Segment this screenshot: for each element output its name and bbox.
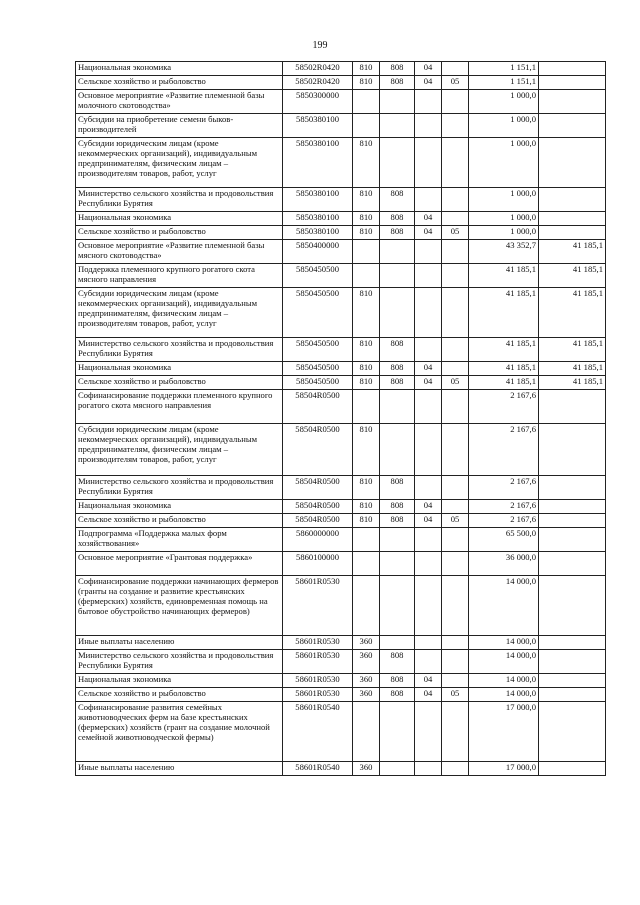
row-amount-cell: 14 000,0 — [469, 688, 539, 702]
row-amount-cell: 14 000,0 — [469, 576, 539, 636]
row-subsection-cell — [442, 362, 469, 376]
row-expense-type-cell — [353, 240, 380, 264]
table-row — [76, 636, 606, 650]
row-subsection-cell — [442, 650, 469, 674]
row-name-cell: Софинансирование поддержки начинающих фермеров (гранты на создание и развитие крестьянских (фермерских) хозяйств, единовременная помощь на бытовое обустройство начинающих фермеров) — [76, 576, 283, 636]
row-name-cell: Субсидии на приобретение семени быков-производителей — [76, 114, 283, 138]
row-code-cell: 58601R0530 — [283, 688, 353, 702]
row-expense-type-cell: 360 — [353, 636, 380, 650]
row-code-cell: 5850450500 — [283, 288, 353, 338]
row-expense-type-cell — [353, 702, 380, 762]
row-ministry-cell — [380, 702, 415, 762]
row-section-cell — [415, 390, 442, 424]
row-ministry-cell: 808 — [380, 226, 415, 240]
row-expense-type-cell — [353, 528, 380, 552]
row-ministry-cell: 808 — [380, 500, 415, 514]
row-expense-type-cell: 360 — [353, 762, 380, 776]
table-row — [76, 288, 606, 338]
row-amount-cell: 36 000,0 — [469, 552, 539, 576]
row-subsection-cell — [442, 390, 469, 424]
table-row — [76, 476, 606, 500]
table-row — [76, 138, 606, 188]
row-name-cell: Министерство сельского хозяйства и продовольствия Республики Бурятия — [76, 650, 283, 674]
row-subsection-cell — [442, 674, 469, 688]
table-row — [76, 76, 606, 90]
row-ministry-cell — [380, 264, 415, 288]
row-amount-cell: 41 185,1 — [469, 338, 539, 362]
row-code-cell: 5850380100 — [283, 188, 353, 212]
page-number: 199 — [312, 40, 328, 51]
row-ministry-cell: 808 — [380, 362, 415, 376]
row-name-cell: Сельское хозяйство и рыболовство — [76, 514, 283, 528]
row-amount-cell: 2 167,6 — [469, 500, 539, 514]
table-row — [76, 424, 606, 476]
table-row — [76, 552, 606, 576]
row-subsection-cell — [442, 576, 469, 636]
row-amount-cell: 14 000,0 — [469, 674, 539, 688]
row-name-cell: Национальная экономика — [76, 62, 283, 76]
row-subsection-cell — [442, 762, 469, 776]
row-section-cell — [415, 528, 442, 552]
row-amount-federal-cell: 41 185,1 — [539, 376, 606, 390]
row-expense-type-cell: 810 — [353, 376, 380, 390]
row-name-cell: Сельское хозяйство и рыболовство — [76, 376, 283, 390]
row-code-cell: 5850380100 — [283, 212, 353, 226]
row-subsection-cell: 05 — [442, 688, 469, 702]
row-section-cell: 04 — [415, 674, 442, 688]
row-code-cell: 58502R0420 — [283, 62, 353, 76]
row-section-cell — [415, 264, 442, 288]
row-expense-type-cell: 810 — [353, 476, 380, 500]
row-expense-type-cell: 810 — [353, 212, 380, 226]
row-section-cell — [415, 138, 442, 188]
row-amount-cell: 2 167,6 — [469, 424, 539, 476]
row-subsection-cell — [442, 702, 469, 762]
row-code-cell: 58601R0530 — [283, 576, 353, 636]
row-amount-federal-cell — [539, 62, 606, 76]
row-code-cell: 5850380100 — [283, 226, 353, 240]
table-row — [76, 674, 606, 688]
row-subsection-cell — [442, 90, 469, 114]
budget-table — [75, 61, 606, 776]
row-code-cell: 5850380100 — [283, 114, 353, 138]
table-row — [76, 240, 606, 264]
row-amount-federal-cell — [539, 762, 606, 776]
row-amount-federal-cell: 41 185,1 — [539, 288, 606, 338]
row-amount-federal-cell — [539, 138, 606, 188]
row-section-cell — [415, 114, 442, 138]
row-ministry-cell: 808 — [380, 674, 415, 688]
row-amount-cell: 1 000,0 — [469, 90, 539, 114]
row-ministry-cell: 808 — [380, 76, 415, 90]
row-code-cell: 58504R0500 — [283, 500, 353, 514]
row-ministry-cell: 808 — [380, 338, 415, 362]
row-amount-cell: 1 000,0 — [469, 226, 539, 240]
row-amount-cell: 41 185,1 — [469, 288, 539, 338]
row-subsection-cell — [442, 212, 469, 226]
row-expense-type-cell: 810 — [353, 288, 380, 338]
table-row — [76, 376, 606, 390]
row-subsection-cell — [442, 424, 469, 476]
table-row — [76, 212, 606, 226]
row-ministry-cell: 808 — [380, 514, 415, 528]
row-section-cell: 04 — [415, 514, 442, 528]
row-expense-type-cell: 810 — [353, 500, 380, 514]
row-section-cell — [415, 338, 442, 362]
row-section-cell — [415, 288, 442, 338]
row-section-cell: 04 — [415, 226, 442, 240]
row-subsection-cell — [442, 528, 469, 552]
row-ministry-cell — [380, 114, 415, 138]
row-amount-federal-cell — [539, 226, 606, 240]
row-amount-cell: 1 151,1 — [469, 76, 539, 90]
row-subsection-cell — [442, 338, 469, 362]
row-code-cell: 58601R0540 — [283, 762, 353, 776]
row-amount-federal-cell — [539, 674, 606, 688]
row-amount-cell: 41 185,1 — [469, 264, 539, 288]
table-row — [76, 390, 606, 424]
row-code-cell: 58601R0530 — [283, 636, 353, 650]
row-name-cell: Иные выплаты населению — [76, 762, 283, 776]
row-name-cell: Национальная экономика — [76, 500, 283, 514]
table-row — [76, 264, 606, 288]
row-section-cell — [415, 240, 442, 264]
row-amount-cell: 1 000,0 — [469, 114, 539, 138]
row-name-cell: Субсидии юридическим лицам (кроме некоммерческих организаций), индивидуальным предпринимателям, физическим лицам – производителям товаров, работ, услуг — [76, 138, 283, 188]
row-ministry-cell: 808 — [380, 476, 415, 500]
row-amount-cell: 14 000,0 — [469, 650, 539, 674]
row-code-cell: 58504R0500 — [283, 514, 353, 528]
row-name-cell: Софинансирование развития семейных животноводческих ферм на базе крестьянских (фермерских) хозяйств (грант на создание молочной семейной животноводческой фермы) — [76, 702, 283, 762]
row-subsection-cell — [442, 264, 469, 288]
row-expense-type-cell — [353, 552, 380, 576]
row-subsection-cell — [442, 188, 469, 212]
row-expense-type-cell — [353, 576, 380, 636]
table-row — [76, 762, 606, 776]
row-name-cell: Сельское хозяйство и рыболовство — [76, 226, 283, 240]
row-ministry-cell: 808 — [380, 688, 415, 702]
row-amount-cell: 1 000,0 — [469, 138, 539, 188]
row-amount-federal-cell — [539, 702, 606, 762]
row-amount-cell: 2 167,6 — [469, 390, 539, 424]
table-row — [76, 338, 606, 362]
row-amount-cell: 41 185,1 — [469, 376, 539, 390]
row-amount-cell: 2 167,6 — [469, 514, 539, 528]
row-code-cell: 5860100000 — [283, 552, 353, 576]
row-subsection-cell — [442, 552, 469, 576]
row-name-cell: Поддержка племенного крупного рогатого скота мясного направления — [76, 264, 283, 288]
row-amount-federal-cell — [539, 688, 606, 702]
row-amount-federal-cell — [539, 188, 606, 212]
row-section-cell: 04 — [415, 212, 442, 226]
table-row — [76, 576, 606, 636]
row-subsection-cell — [442, 476, 469, 500]
row-section-cell — [415, 476, 442, 500]
row-expense-type-cell: 810 — [353, 514, 380, 528]
row-amount-federal-cell — [539, 514, 606, 528]
table-row — [76, 702, 606, 762]
table-row — [76, 362, 606, 376]
row-name-cell: Национальная экономика — [76, 212, 283, 226]
row-amount-federal-cell: 41 185,1 — [539, 240, 606, 264]
row-ministry-cell — [380, 240, 415, 264]
row-ministry-cell: 808 — [380, 188, 415, 212]
row-amount-cell: 1 000,0 — [469, 188, 539, 212]
row-code-cell: 58601R0530 — [283, 674, 353, 688]
row-expense-type-cell — [353, 114, 380, 138]
table-row — [76, 188, 606, 212]
row-amount-federal-cell — [539, 76, 606, 90]
row-expense-type-cell: 810 — [353, 62, 380, 76]
row-section-cell — [415, 576, 442, 636]
row-amount-federal-cell — [539, 552, 606, 576]
row-name-cell: Основное мероприятие «Развитие племенной базы мясного скотоводства» — [76, 240, 283, 264]
row-ministry-cell — [380, 90, 415, 114]
row-code-cell: 58502R0420 — [283, 76, 353, 90]
row-ministry-cell — [380, 552, 415, 576]
row-amount-cell: 41 185,1 — [469, 362, 539, 376]
row-subsection-cell — [442, 138, 469, 188]
row-expense-type-cell: 810 — [353, 362, 380, 376]
row-name-cell: Иные выплаты населению — [76, 636, 283, 650]
row-amount-federal-cell — [539, 212, 606, 226]
row-amount-federal-cell — [539, 500, 606, 514]
row-ministry-cell — [380, 576, 415, 636]
row-code-cell: 58504R0500 — [283, 390, 353, 424]
row-section-cell: 04 — [415, 62, 442, 76]
row-amount-cell: 17 000,0 — [469, 702, 539, 762]
row-name-cell: Субсидии юридическим лицам (кроме некоммерческих организаций), индивидуальным предпринимателям, физическим лицам – производителям товаров, работ, услуг — [76, 424, 283, 476]
row-code-cell: 58504R0500 — [283, 476, 353, 500]
row-amount-cell: 1 151,1 — [469, 62, 539, 76]
row-ministry-cell: 808 — [380, 650, 415, 674]
row-section-cell — [415, 188, 442, 212]
row-name-cell: Подпрограмма «Поддержка малых форм хозяйствования» — [76, 528, 283, 552]
row-name-cell: Министерство сельского хозяйства и продовольствия Республики Бурятия — [76, 338, 283, 362]
row-subsection-cell: 05 — [442, 226, 469, 240]
row-expense-type-cell: 810 — [353, 338, 380, 362]
row-ministry-cell — [380, 636, 415, 650]
row-code-cell: 5850450500 — [283, 362, 353, 376]
row-ministry-cell — [380, 288, 415, 338]
table-row — [76, 514, 606, 528]
row-expense-type-cell: 810 — [353, 138, 380, 188]
row-amount-cell: 43 352,7 — [469, 240, 539, 264]
row-amount-federal-cell — [539, 636, 606, 650]
row-amount-federal-cell — [539, 90, 606, 114]
row-code-cell: 5850400000 — [283, 240, 353, 264]
row-name-cell: Министерство сельского хозяйства и продовольствия Республики Бурятия — [76, 476, 283, 500]
row-code-cell: 58601R0540 — [283, 702, 353, 762]
row-subsection-cell: 05 — [442, 376, 469, 390]
row-code-cell: 5850450500 — [283, 376, 353, 390]
row-ministry-cell: 808 — [380, 212, 415, 226]
row-amount-federal-cell: 41 185,1 — [539, 264, 606, 288]
row-name-cell: Основное мероприятие «Грантовая поддержка» — [76, 552, 283, 576]
row-section-cell: 04 — [415, 688, 442, 702]
row-name-cell: Министерство сельского хозяйства и продовольствия Республики Бурятия — [76, 188, 283, 212]
row-section-cell — [415, 762, 442, 776]
row-amount-cell: 14 000,0 — [469, 636, 539, 650]
table-row — [76, 500, 606, 514]
row-amount-federal-cell: 41 185,1 — [539, 362, 606, 376]
row-expense-type-cell: 810 — [353, 188, 380, 212]
row-expense-type-cell — [353, 390, 380, 424]
row-expense-type-cell — [353, 264, 380, 288]
row-amount-cell: 2 167,6 — [469, 476, 539, 500]
row-section-cell: 04 — [415, 362, 442, 376]
row-amount-cell: 17 000,0 — [469, 762, 539, 776]
row-name-cell: Сельское хозяйство и рыболовство — [76, 76, 283, 90]
row-subsection-cell: 05 — [442, 76, 469, 90]
row-section-cell — [415, 424, 442, 476]
row-code-cell: 5860000000 — [283, 528, 353, 552]
row-subsection-cell — [442, 636, 469, 650]
row-expense-type-cell: 360 — [353, 650, 380, 674]
row-code-cell: 5850450500 — [283, 338, 353, 362]
row-name-cell: Софинансирование поддержки племенного крупного рогатого скота мясного направления — [76, 390, 283, 424]
row-amount-federal-cell — [539, 650, 606, 674]
row-section-cell: 04 — [415, 376, 442, 390]
row-amount-federal-cell — [539, 114, 606, 138]
row-section-cell: 04 — [415, 500, 442, 514]
row-ministry-cell: 808 — [380, 62, 415, 76]
row-ministry-cell: 808 — [380, 376, 415, 390]
row-subsection-cell — [442, 500, 469, 514]
row-expense-type-cell: 810 — [353, 76, 380, 90]
row-section-cell — [415, 90, 442, 114]
row-amount-federal-cell — [539, 576, 606, 636]
table-row — [76, 90, 606, 114]
row-name-cell: Национальная экономика — [76, 674, 283, 688]
row-expense-type-cell: 360 — [353, 674, 380, 688]
table-row — [76, 226, 606, 240]
row-subsection-cell — [442, 288, 469, 338]
row-section-cell — [415, 552, 442, 576]
table-row — [76, 650, 606, 674]
row-ministry-cell — [380, 528, 415, 552]
row-subsection-cell — [442, 240, 469, 264]
row-name-cell: Основное мероприятие «Развитие племенной базы молочного скотоводства» — [76, 90, 283, 114]
table-row — [76, 114, 606, 138]
row-subsection-cell — [442, 114, 469, 138]
row-amount-cell: 1 000,0 — [469, 212, 539, 226]
row-ministry-cell — [380, 390, 415, 424]
budget-table-body — [76, 62, 606, 776]
row-code-cell: 58504R0500 — [283, 424, 353, 476]
row-expense-type-cell — [353, 90, 380, 114]
row-code-cell: 5850380100 — [283, 138, 353, 188]
row-ministry-cell — [380, 138, 415, 188]
row-amount-federal-cell — [539, 390, 606, 424]
table-row — [76, 62, 606, 76]
row-code-cell: 58601R0530 — [283, 650, 353, 674]
row-expense-type-cell: 360 — [353, 688, 380, 702]
row-expense-type-cell: 810 — [353, 226, 380, 240]
table-row — [76, 528, 606, 552]
row-amount-cell: 65 500,0 — [469, 528, 539, 552]
row-name-cell: Национальная экономика — [76, 362, 283, 376]
table-row — [76, 688, 606, 702]
row-expense-type-cell: 810 — [353, 424, 380, 476]
row-ministry-cell — [380, 424, 415, 476]
row-code-cell: 5850450500 — [283, 264, 353, 288]
row-section-cell: 04 — [415, 76, 442, 90]
row-amount-federal-cell — [539, 476, 606, 500]
row-name-cell: Сельское хозяйство и рыболовство — [76, 688, 283, 702]
row-name-cell: Субсидии юридическим лицам (кроме некоммерческих организаций), индивидуальным предпринимателям, физическим лицам – производителям товаров, работ, услуг — [76, 288, 283, 338]
row-subsection-cell: 05 — [442, 514, 469, 528]
row-section-cell — [415, 650, 442, 674]
row-amount-federal-cell — [539, 424, 606, 476]
row-ministry-cell — [380, 762, 415, 776]
row-section-cell — [415, 702, 442, 762]
row-amount-federal-cell: 41 185,1 — [539, 338, 606, 362]
row-section-cell — [415, 636, 442, 650]
row-subsection-cell — [442, 62, 469, 76]
row-code-cell: 5850300000 — [283, 90, 353, 114]
row-amount-federal-cell — [539, 528, 606, 552]
